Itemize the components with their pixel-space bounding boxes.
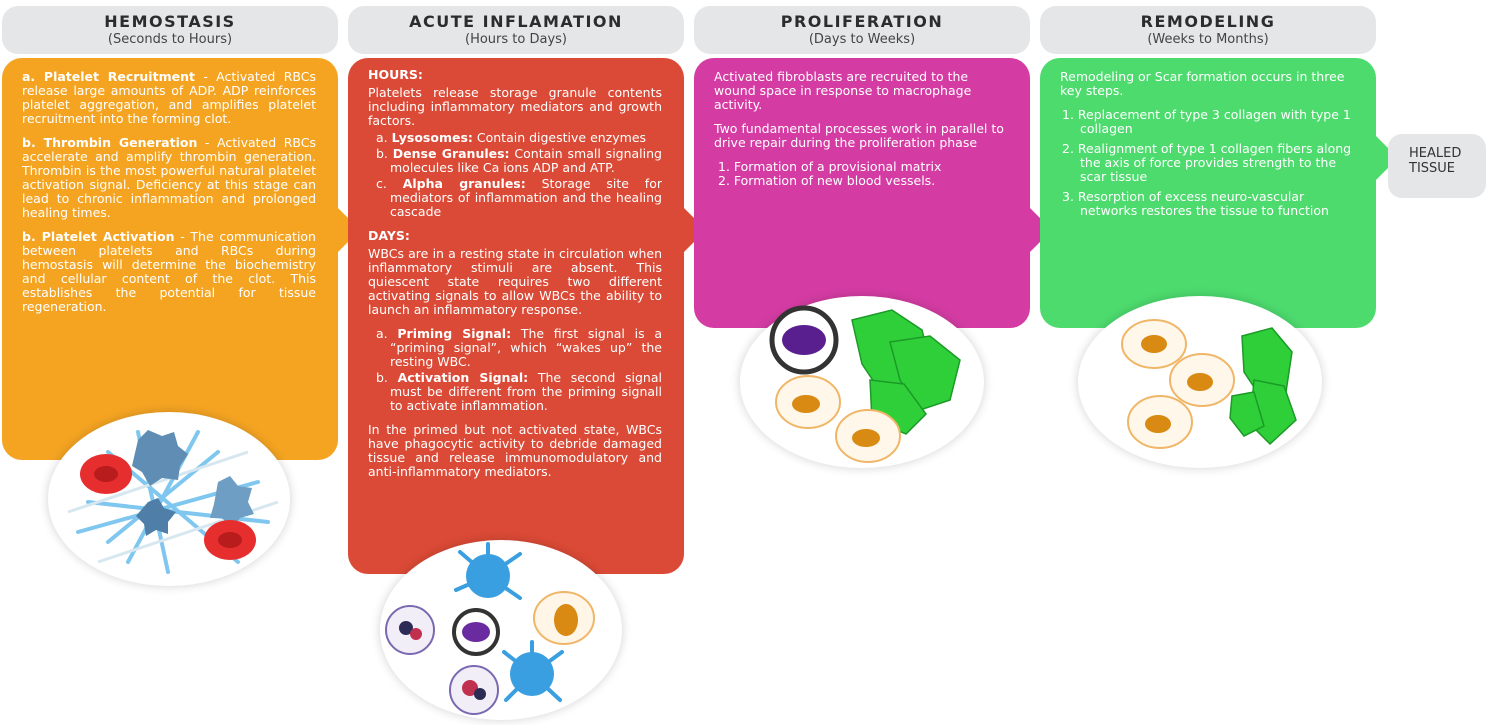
item-text: - Activated RBCs accelerate and amplify thrombin generation. Thrombin is the most powerful natural platelet activation signal. Deficiency at this stage can lead to chronic inflammation and prolonged healing times. xyxy=(22,135,317,220)
item-text: Contain small signaling molecules like Ca ions ADP and ATP. xyxy=(390,146,662,175)
item-text: - Activated RBCs release large amounts of ADP. ADP reinforces platelet aggregation, and amplifies platelet recruitment into the forming clot. xyxy=(22,69,316,126)
remodeling-step: 3. Resorption of excess neuro-vascular networks restores the tissue to function xyxy=(1062,189,1329,218)
healed-tissue-box xyxy=(1388,134,1486,198)
scar-tissue-cells-icon xyxy=(1078,296,1322,468)
hemostasis-item xyxy=(22,70,316,126)
hemostasis-illustration xyxy=(48,412,290,586)
panel-inflammation xyxy=(348,58,684,574)
item-text: Contain digestive enzymes xyxy=(472,130,647,145)
stage-subtitle: (Hours to Days) xyxy=(465,32,567,47)
item-marker: a. xyxy=(376,326,388,341)
granule-item xyxy=(368,131,662,145)
item-label: Priming Signal: xyxy=(397,326,512,341)
item-text: The second signal must be different from the priming signall to activate inflammation. xyxy=(390,370,662,413)
item-label: Lysosomes: xyxy=(391,130,473,145)
hours-label: HOURS: xyxy=(368,67,423,82)
header-hemostasis xyxy=(2,6,338,54)
granule-item xyxy=(368,177,662,219)
remodeling-illustration xyxy=(1078,296,1322,468)
item-text: The first signal is a “priming signal”, which “wakes up” the resting WBC. xyxy=(390,326,662,369)
item-label: b. Thrombin Generation xyxy=(22,135,198,150)
granule-item xyxy=(368,147,662,175)
process-item: 2. Formation of new blood vessels. xyxy=(718,173,936,188)
remodeling-intro: Remodeling or Scar formation occurs in three key steps. xyxy=(1060,69,1345,98)
item-label: Activation Signal: xyxy=(397,370,529,385)
days-intro: WBCs are in a resting state in circulation when inflammatory stimuli are absent. This quiescent state requires two different activating signals to allow WBCs the ability to launch an inflammatory response. xyxy=(368,246,662,317)
days-label: DAYS: xyxy=(368,228,410,243)
item-marker: c. xyxy=(376,176,387,191)
hemostasis-item xyxy=(22,230,316,314)
item-label: Alpha granules: xyxy=(402,176,526,191)
closing-text: In the primed but not activated state, WBCs have phagocytic activity to debride damaged tissue and release immunomodulatory and anti-inflammatory mediators. xyxy=(368,422,662,479)
signal-item xyxy=(368,327,662,369)
item-label: a. Platelet Recruitment xyxy=(22,69,195,84)
remodeling-step: 1. Replacement of type 3 collagen with type 1 collagen xyxy=(1062,107,1351,136)
item-text: Storage site for mediators of inflammation and the healing cascade xyxy=(390,176,662,219)
healed-line: TISSUE xyxy=(1409,161,1456,176)
item-marker: b. xyxy=(376,370,388,385)
proliferation-illustration xyxy=(740,296,984,468)
stage-title: HEMOSTASIS xyxy=(104,12,236,31)
item-label: b. Platelet Activation xyxy=(22,229,175,244)
stage-title: PROLIFERATION xyxy=(780,12,944,31)
item-marker: a. xyxy=(376,130,388,145)
item-text: - The communication between platelets and RBCs during hemostasis will determine the biochemistry and cellular content of the clot. This establishes the potential for tissue regeneration. xyxy=(22,229,316,314)
wbc-cells-icon xyxy=(380,540,622,720)
inflammation-illustration xyxy=(380,540,622,720)
fibroblast-cells-icon xyxy=(740,296,984,468)
panel-proliferation xyxy=(694,58,1030,328)
clot-cells-icon xyxy=(48,412,290,586)
header-inflammation xyxy=(348,6,684,54)
item-label: Dense Granules: xyxy=(392,146,510,161)
panel-hemostasis xyxy=(2,58,338,460)
remodeling-step: 2. Realignment of type 1 collagen fibers along the axis of force provides strength to the scar tissue xyxy=(1062,141,1352,184)
stage-title: ACUTE INFLAMATION xyxy=(409,12,623,31)
item-marker: b. xyxy=(376,146,388,161)
signal-item xyxy=(368,371,662,413)
header-remodeling xyxy=(1040,6,1376,54)
header-proliferation xyxy=(694,6,1030,54)
stage-subtitle: (Seconds to Hours) xyxy=(107,32,233,47)
stage-title: REMODELING xyxy=(1140,12,1276,31)
panel-remodeling xyxy=(1040,58,1376,328)
stage-subtitle: (Days to Weeks) xyxy=(808,32,916,47)
healed-line: HEALED xyxy=(1409,146,1462,161)
processes-intro: Two fundamental processes work in parallel to drive repair during the proliferation phase xyxy=(714,121,1004,150)
hours-intro: Platelets release storage granule contents including inflammatory mediators and growth factors. xyxy=(368,85,662,128)
process-item: 1. Formation of a provisional matrix xyxy=(718,159,942,174)
hemostasis-item xyxy=(22,136,316,220)
proliferation-intro: Activated fibroblasts are recruited to the wound space in response to macrophage activity. xyxy=(714,69,972,112)
stage-subtitle: (Weeks to Months) xyxy=(1147,32,1269,47)
